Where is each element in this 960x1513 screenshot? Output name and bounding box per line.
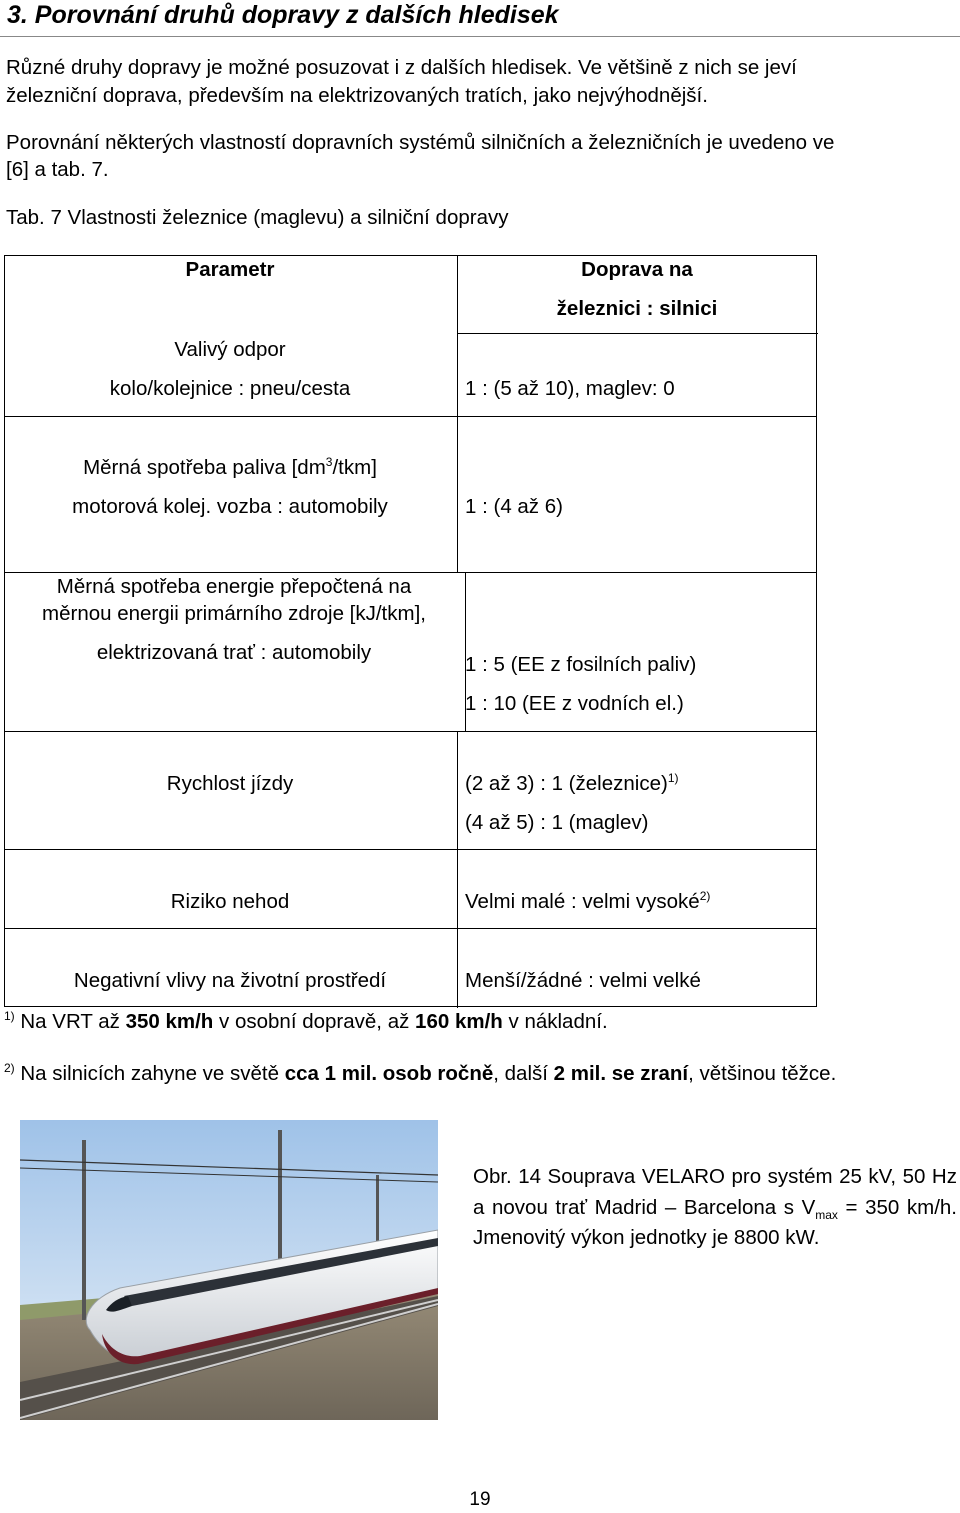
row-param: elektrizovaná trať : automobily	[96, 641, 372, 664]
row-value: 1 : (5 až 10), maglev: 0	[465, 377, 675, 400]
header-mode-ratio: železnici : silnici	[556, 297, 718, 320]
row-param: Valivý odpor	[174, 338, 286, 361]
intro-line: Porovnání některých vlastností dopravních systémů silničních a železničních je uvedeno ve	[6, 131, 835, 154]
intro-line: Různé druhy dopravy je možné posuzovat i z dalších hledisek. Ve většině z nich se jeví	[6, 56, 797, 79]
row-value: 1 : 10 (EE z vodních el.)	[465, 692, 684, 715]
row-param: Negativní vlivy na životní prostředí	[73, 969, 387, 992]
section-heading: 3. Porovnání druhů dopravy z dalších hledisek	[7, 1, 559, 29]
row-param: kolo/kolejnice : pneu/cesta	[109, 377, 351, 400]
footnote: $^{2)}$ Na silnicích zahyne ve světě cca 1 mil. osob ročně, další 2 mil. se zraní, většinou těžce.	[4, 1061, 837, 1085]
intro-line: [6] a tab. 7.	[6, 158, 109, 181]
row-param: motorová kolej. vozba : automobily	[72, 495, 388, 518]
column-divider	[457, 731, 458, 1008]
row-value: (4 až 5) : 1 (maglev)	[465, 811, 649, 834]
row-divider	[5, 849, 816, 850]
row-value: 1 : 5 (EE z fosilních paliv)	[465, 653, 697, 676]
row-divider	[457, 333, 818, 334]
header-mode: Doprava na	[581, 258, 693, 281]
heading-rule	[0, 36, 960, 37]
row-value: Menší/žádné : velmi velké	[465, 969, 701, 992]
row-param: Rychlost jízdy	[166, 772, 294, 795]
intro-line: železniční doprava, především na elektrizovaných tratích, jako nejvýhodnější.	[6, 84, 708, 107]
row-divider	[5, 416, 816, 417]
train-photo	[20, 1120, 438, 1420]
row-value: Velmi malé : velmi vysoké$^{2)}$	[465, 889, 711, 913]
table-caption: Tab. 7 Vlastnosti železnice (maglevu) a silniční dopravy	[6, 206, 509, 229]
row-divider	[5, 928, 816, 929]
row-param: Měrná spotřeba paliva $[dm^3/tkm]$	[83, 455, 377, 479]
row-divider	[5, 572, 816, 573]
row-param: Měrná spotřeba energie přepočtená na	[56, 575, 412, 598]
row-param: Riziko nehod	[170, 890, 290, 913]
row-divider	[5, 731, 816, 732]
row-value: 1 : (4 až 6)	[465, 495, 563, 518]
row-value: (2 až 3) : 1 (železnice)$^{1)}$	[465, 771, 679, 795]
figure-caption: Obr. 14 Souprava VELARO pro systém 25 kV, 50 Hz a novou trať Madrid – Barcelona s $V_{max} = 350$ km/h. Jmenovitý výkon jednotky je 8800 kW.	[473, 1165, 957, 1249]
row-param: měrnou energii primárního zdroje [kJ/tkm],	[42, 602, 426, 625]
footnote: $^{1)}$ Na VRT až 350 km/h v osobní dopravě, až 160 km/h v nákladní.	[4, 1009, 608, 1033]
page-number: 19	[469, 1489, 491, 1510]
column-divider	[457, 417, 458, 572]
header-param: Parametr	[185, 258, 275, 281]
